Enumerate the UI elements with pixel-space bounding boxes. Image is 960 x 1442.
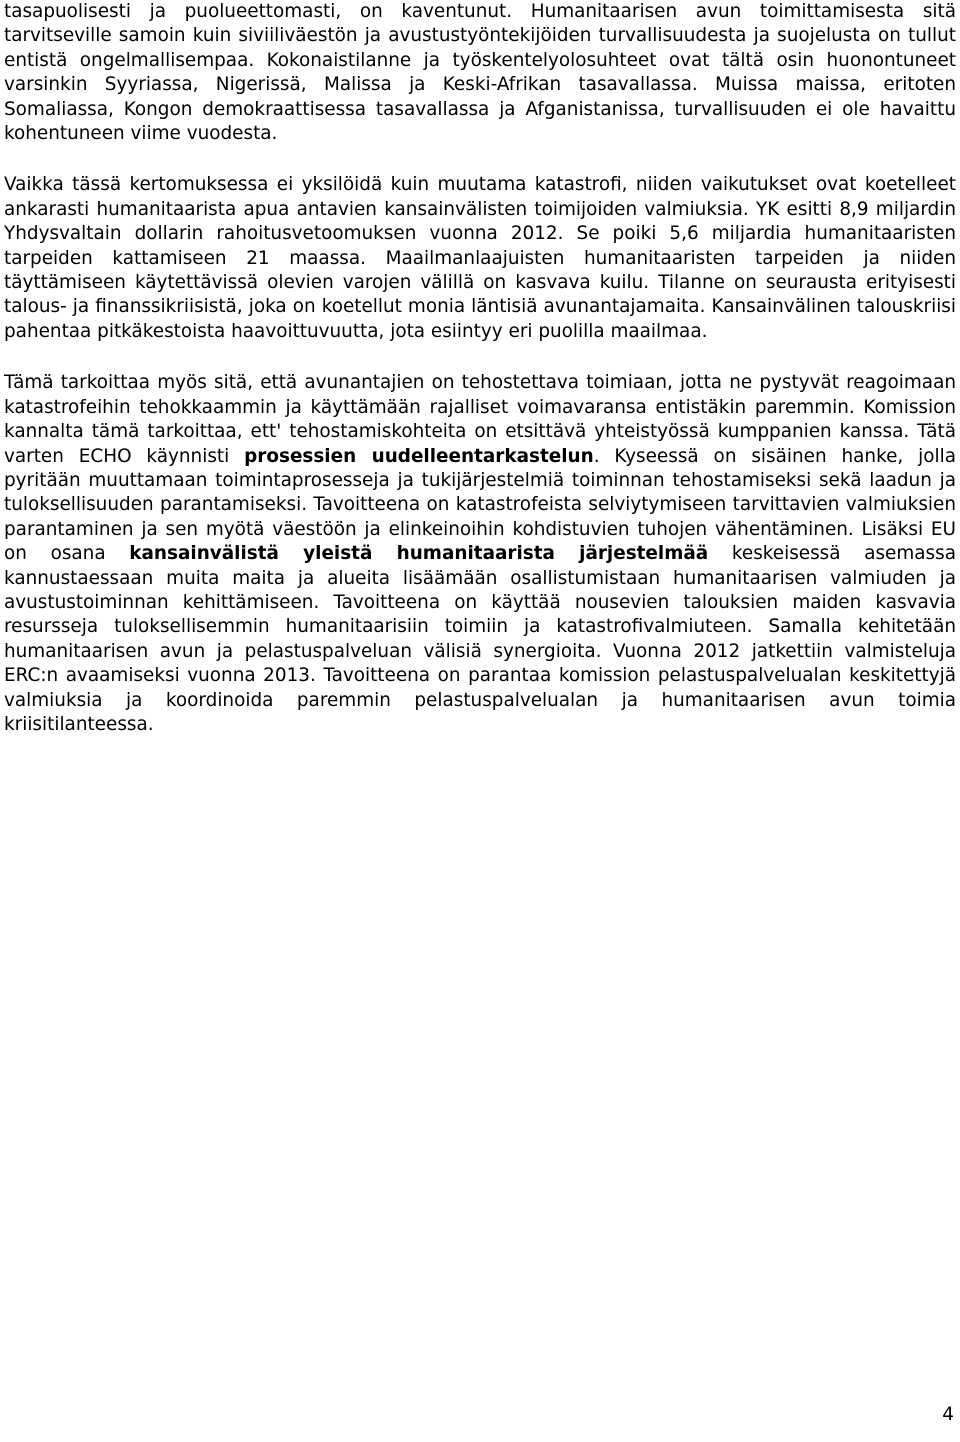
paragraph-3-text-1: Tämä tarkoittaa myös sitä, että avunantajien on tehostettava toimiaan, jotta ne pystyvät reagoimaan katastrofeihin tehokkaammin ja käyttämään rajalliset voimavaransa entistäkin paremmin. Komission kannalta tämä tarkoittaa, ett' tehostamiskohteita on etsittävä yhteistyössä kumppanien kanssa. Tätä varten ECHO käynnisti <box>4 372 956 467</box>
paragraph-1 <box>4 0 956 146</box>
paragraph-2 <box>4 173 956 344</box>
paragraph-1-text: tasapuolisesti ja puolueettomasti, on kaventunut. Humanitaarisen avun toimittamisesta sitä tarvitseville samoin kuin siviiliväestön ja avustustyöntekijöiden turvallisuudesta ja suojelusta on tullut entistä ongelmallisempaa. Kokonaistilanne ja työskentelyolosuhteet ovat tältä osin huonontuneet varsinkin Syyriassa, Nigerissä, Malissa ja Keski-Afrikan tasavallassa. Muissa maissa, eritoten Somaliassa, Kongon demokraattisessa tasavallassa ja Afganistanissa, turvallisuuden ei ole havaittu kohentuneen viime vuodesta. <box>4 1 956 145</box>
paragraph-gap <box>4 146 956 173</box>
paragraph-3-text-3: keskeisessä asemassa kannustaessaan muita maita ja alueita lisäämään osallistumistaan humanitaarisen valmiuden ja avustustoiminnan kehittämiseen. Tavoitteena on käyttää nousevien talouksien maiden kasvavia resursseja tuloksellisemmin humanitaarisiin toimiin ja katastrofivalmiuteen. Samalla kehitetään humanitaarisen avun ja pelastuspalveluan välisiä synergioita. Vuonna 2012 jatkettiin valmisteluja ERC:n avaamiseksi vuonna 2013. Tavoitteena on parantaa komission pelastuspalvelualan keskitettyjä valmiuksia ja koordinoida paremmin pelastuspalvelualan ja humanitaarisen avun toimia kriisitilanteessa. <box>4 543 956 735</box>
paragraph-gap <box>4 344 956 371</box>
paragraph-3 <box>4 371 956 737</box>
paragraph-2-text: Vaikka tässä kertomuksessa ei yksilöidä kuin muutama katastrofi, niiden vaikutukset ovat koetelleet ankarasti humanitaarista apua antavien kansainvälisten toimijoiden valmiuksia. YK esitti 8,9 miljardin Yhdysvaltain dollarin rahoitusvetoomuksen vuonna 2012. Se poiki 5,6 miljardia humanitaaristen tarpeiden kattamiseen 21 maassa. Maailmanlaajuisten humanitaaristen tarpeiden ja niiden täyttämiseen käytettävissä olevien varojen välillä on kasvava kuilu. Tilanne on seurausta erityisesti talous- ja finanssikriisistä, joka on koetellut monia läntisiä avunantajamaita. Kansainvälinen talouskriisi pahentaa pitkäkestoista haavoittuvuutta, jota esiintyy eri puolilla maailmaa. <box>4 174 956 342</box>
page-number: 4 <box>942 1404 954 1425</box>
document-page <box>4 0 956 737</box>
bold-term-humanitarian-system: kansainvälistä yleistä humanitaarista järjestelmää <box>129 543 709 565</box>
bold-term-process-review: prosessien uudelleentarkastelun <box>244 445 594 467</box>
paragraph-3-text-2: . Kyseessä on sisäinen hanke, jolla pyritään muuttamaan toimintaprosesseja ja tukijärjestelmiä toiminnan tehostamiseksi sekä laadun ja tuloksellisuuden parantamiseksi. Tavoitteena on katastrofeista selviytymiseen tarvittavien valmiuksien parantaminen ja sen myötä väestöön ja elinkeinoihin kohdistuvien tuhojen vähentäminen. Lisäksi EU on osana <box>4 445 956 565</box>
